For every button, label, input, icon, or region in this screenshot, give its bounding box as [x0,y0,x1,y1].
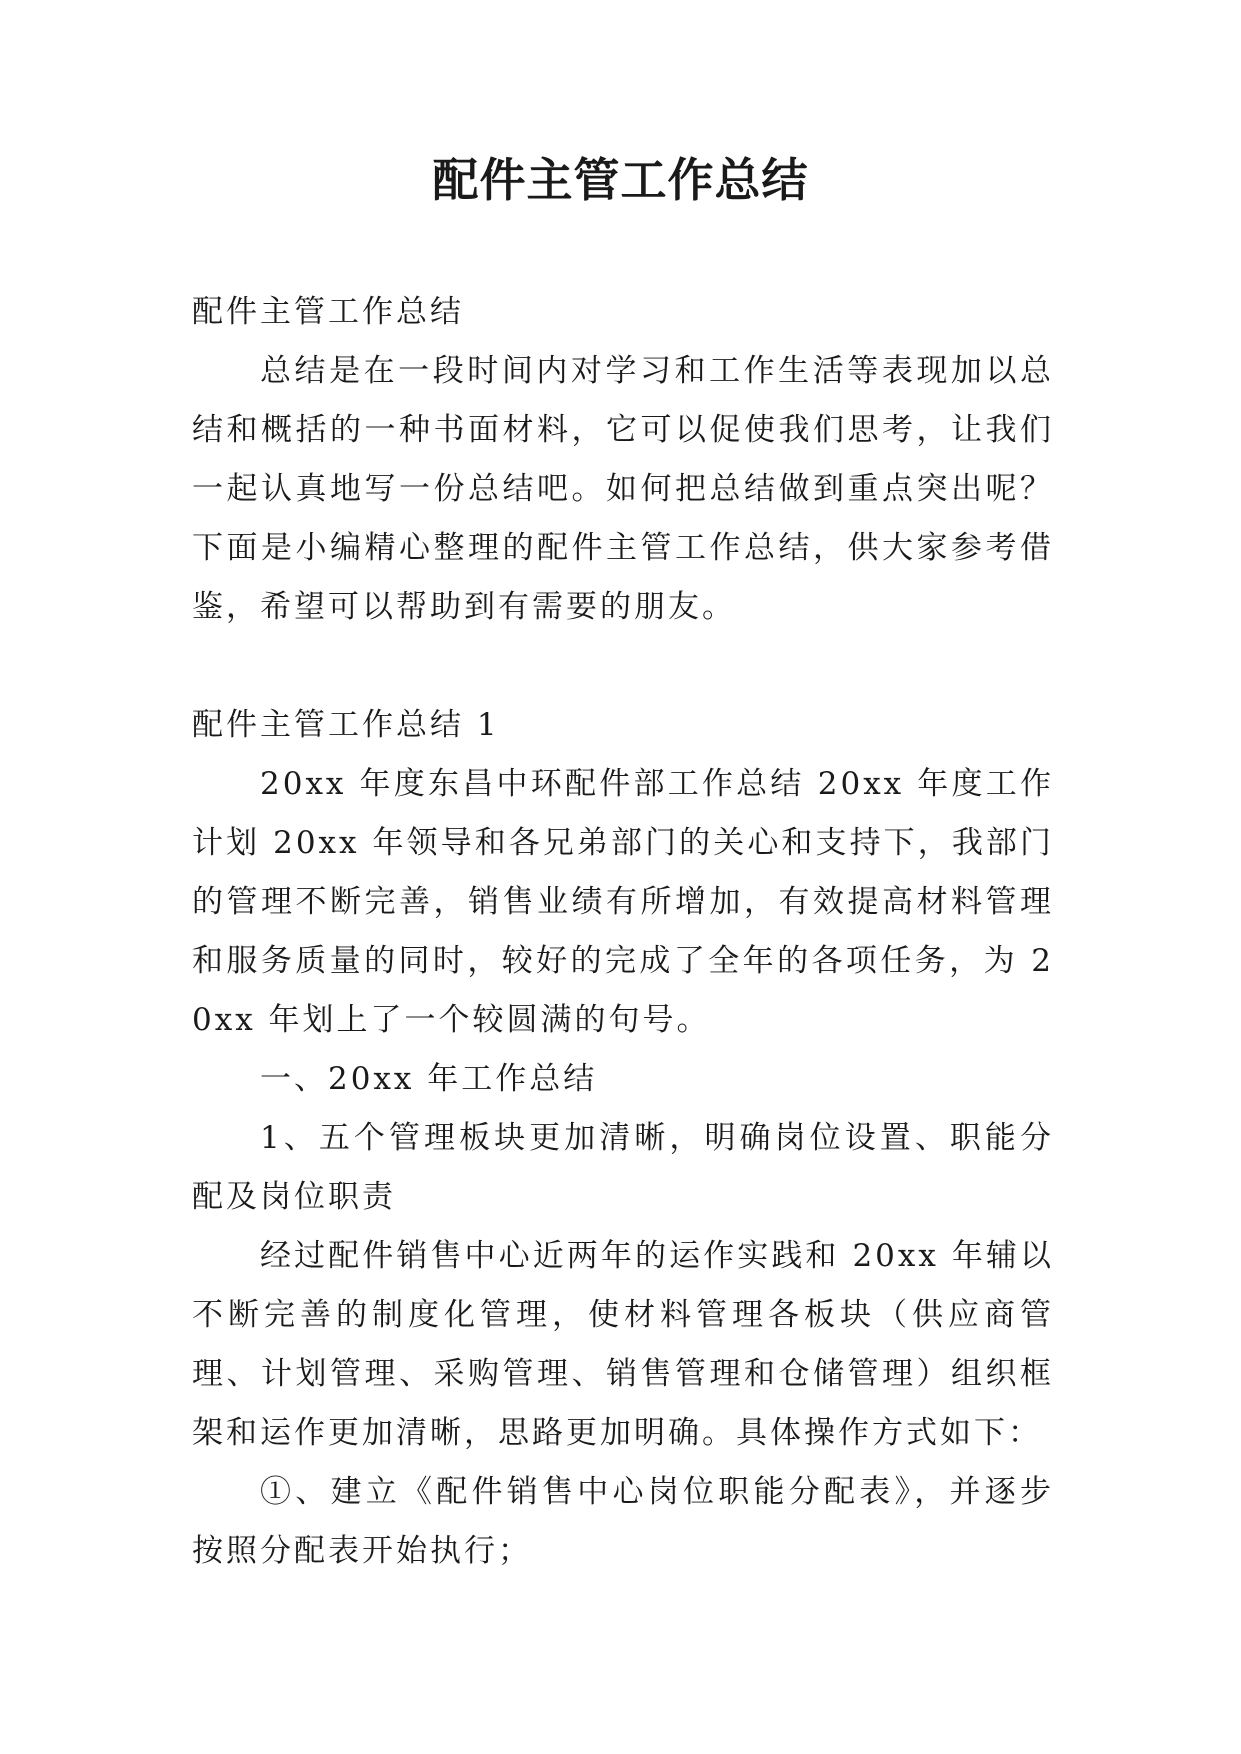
item-1-step-1: ①、建立《配件销售中心岗位职能分配表》，并逐步按照分配表开始执行； [192,1474,1054,1569]
item-1-paragraph: 经过配件销售中心近两年的运作实践和 20xx 年辅以不断完善的制度化管理，使材料管理各板块（供应商管理、计划管理、采购管理、销售管理和仓储管理）组织框架和运作更加清晰，思路更加明确。具体操作方式如下： [192,1238,1054,1451]
section-heading-summary-1: 配件主管工作总结 1 [192,707,500,743]
document-title: 配件主管工作总结 [432,153,809,207]
summary-opening-paragraph: 20xx 年度东昌中环配件部工作总结 20xx 年度工作计划 20xx 年领导和各兄弟部门的关心和支持下，我部门的管理不断完善，销售业绩有所增加，有效提高材料管理和服务质量的同时，较好的完成了全年的各项任务，为 20xx 年划上了一个较圆满的句号。 [192,766,1054,1038]
intro-paragraph: 总结是在一段时间内对学习和工作生活等表现加以总结和概括的一种书面材料，它可以促使我们思考，让我们一起认真地写一份总结吧。如何把总结做到重点突出呢？下面是小编精心整理的配件主管工作总结，供大家参考借鉴，希望可以帮助到有需要的朋友。 [192,353,1054,625]
document-body [192,283,1054,1581]
section-heading-intro: 配件主管工作总结 [192,294,464,330]
paragraph-spacer [192,637,1054,696]
item-1-heading: 1、五个管理板块更加清晰，明确岗位设置、职能分配及岗位职责 [192,1120,1054,1215]
subheading-annual-summary: 一、20xx 年工作总结 [260,1061,598,1097]
